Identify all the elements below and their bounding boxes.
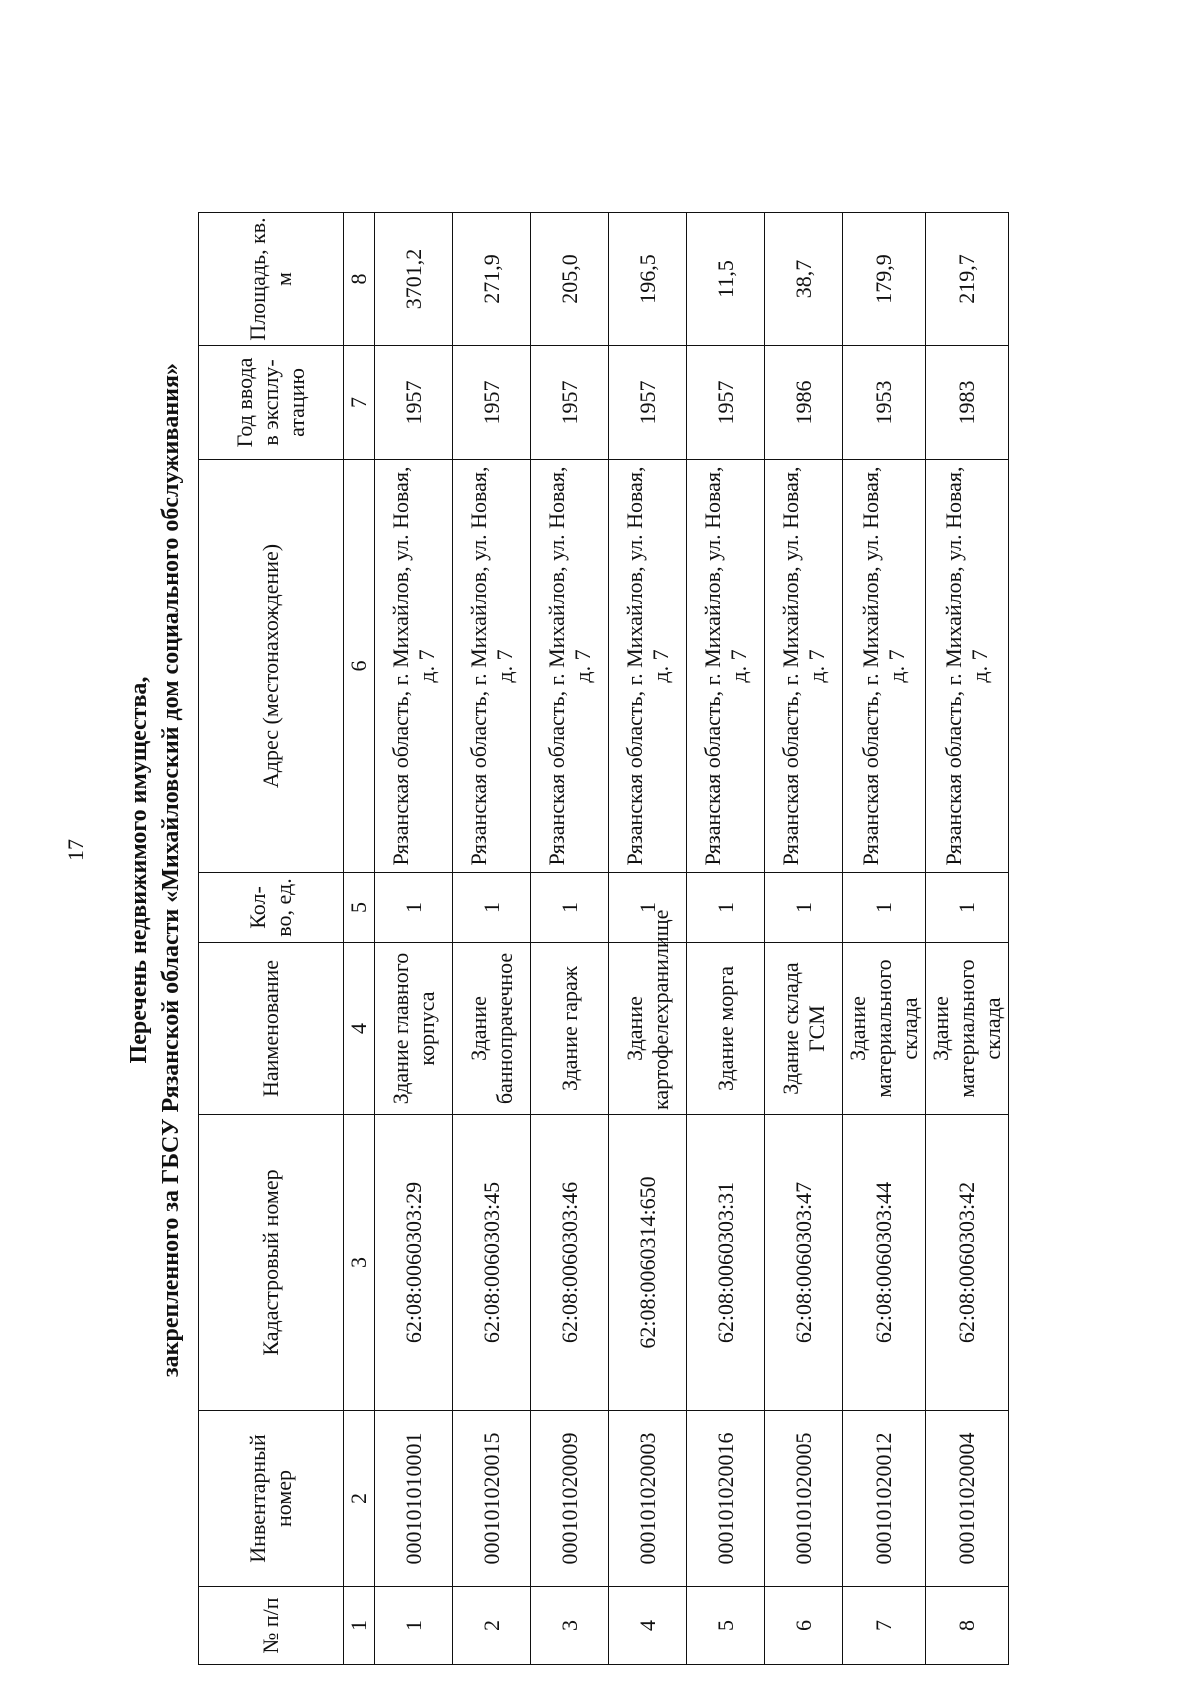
table-row: [926, 213, 1009, 1665]
name-cell: Здание картофелехранилище: [609, 943, 687, 1115]
column-number-cell: 3: [344, 1115, 375, 1411]
column-number-row: [344, 213, 375, 1665]
year-cell: 1957: [687, 346, 765, 460]
quantity-cell: 1: [843, 873, 926, 943]
table-row: [609, 213, 687, 1665]
cadastral-number-cell: 62:08:0060303:47: [765, 1115, 843, 1411]
area-cell: 205,0: [531, 213, 609, 346]
inventory-number-cell: 000101020009: [531, 1411, 609, 1587]
header-cell: Кол-во, ед.: [199, 873, 344, 943]
inventory-number-cell: 000101020016: [687, 1411, 765, 1587]
inventory-number-cell: 000101020004: [926, 1411, 1009, 1587]
year-cell: 1957: [531, 346, 609, 460]
column-number-cell: 1: [344, 1587, 375, 1665]
cadastral-number-cell: 62:08:0060303:44: [843, 1115, 926, 1411]
year-cell: 1957: [609, 346, 687, 460]
quantity-cell: 1: [609, 873, 687, 943]
area-cell: 38,7: [765, 213, 843, 346]
area-cell: 271,9: [453, 213, 531, 346]
cadastral-number-cell: 62:08:0060303:29: [375, 1115, 453, 1411]
address-cell: Рязанская область, г. Михайлов, ул. Новая, д. 7: [531, 460, 609, 873]
cadastral-number-cell: 62:08:0060303:46: [531, 1115, 609, 1411]
row-number-cell: 3: [531, 1587, 609, 1665]
address-cell: Рязанская область, г. Михайлов, ул. Новая, д. 7: [453, 460, 531, 873]
address-cell: Рязанская область, г. Михайлов, ул. Новая, д. 7: [375, 460, 453, 873]
row-number-cell: 5: [687, 1587, 765, 1665]
row-number-cell: 8: [926, 1587, 1009, 1665]
property-table: [198, 212, 1009, 1665]
column-number-cell: 5: [344, 873, 375, 943]
name-cell: Здание гараж: [531, 943, 609, 1115]
row-number-cell: 2: [453, 1587, 531, 1665]
header-cell: Инвентарный номер: [199, 1411, 344, 1587]
column-number-cell: 7: [344, 346, 375, 460]
year-cell: 1983: [926, 346, 1009, 460]
quantity-cell: 1: [375, 873, 453, 943]
year-cell: 1986: [765, 346, 843, 460]
header-cell: Год ввода в эксплу-атацию: [199, 346, 344, 460]
row-number-cell: 1: [375, 1587, 453, 1665]
table-row: [531, 213, 609, 1665]
quantity-cell: 1: [453, 873, 531, 943]
year-cell: 1957: [453, 346, 531, 460]
quantity-cell: 1: [926, 873, 1009, 943]
inventory-number-cell: 000101020012: [843, 1411, 926, 1587]
cadastral-number-cell: 62:08:0060303:45: [453, 1115, 531, 1411]
address-cell: Рязанская область, г. Михайлов, ул. Новая, д. 7: [843, 460, 926, 873]
table-row: [453, 213, 531, 1665]
table-row: [687, 213, 765, 1665]
name-cell: Здание морга: [687, 943, 765, 1115]
address-cell: Рязанская область, г. Михайлов, ул. Новая, д. 7: [926, 460, 1009, 873]
name-cell: Здание баннопрачечное: [453, 943, 531, 1115]
row-number-cell: 7: [843, 1587, 926, 1665]
name-cell: Здание главного корпуса: [375, 943, 453, 1115]
document-title-line-2: закрепленного за ГБСУ Рязанской области «Михайловский дом социального обслуживания»: [158, 363, 184, 1377]
row-number-cell: 4: [609, 1587, 687, 1665]
page-number: 17: [63, 839, 88, 861]
column-number-cell: 4: [344, 943, 375, 1115]
table-row: [375, 213, 453, 1665]
cadastral-number-cell: 62:08:0060303:42: [926, 1115, 1009, 1411]
address-cell: Рязанская область, г. Михайлов, ул. Новая, д. 7: [609, 460, 687, 873]
area-cell: 11,5: [687, 213, 765, 346]
area-cell: 196,5: [609, 213, 687, 346]
cadastral-number-cell: 62:08:0060303:31: [687, 1115, 765, 1411]
header-cell: Наименование: [199, 943, 344, 1115]
row-number-cell: 6: [765, 1587, 843, 1665]
cadastral-number-cell: 62:08:0060314:650: [609, 1115, 687, 1411]
inventory-number-cell: 000101020005: [765, 1411, 843, 1587]
area-cell: 3701,2: [375, 213, 453, 346]
document-title-line-1: Перечень недвижимого имущества,: [126, 676, 152, 1064]
column-number-cell: 8: [344, 213, 375, 346]
quantity-cell: 1: [531, 873, 609, 943]
year-cell: 1957: [375, 346, 453, 460]
name-cell: Здание материального склада: [843, 943, 926, 1115]
address-cell: Рязанская область, г. Михайлов, ул. Новая, д. 7: [687, 460, 765, 873]
area-cell: 179,9: [843, 213, 926, 346]
column-number-cell: 2: [344, 1411, 375, 1587]
header-cell: Площадь, кв. м: [199, 213, 344, 346]
rotated-page-content: [116, 65, 1176, 1675]
inventory-number-cell: 000101020003: [609, 1411, 687, 1587]
year-cell: 1953: [843, 346, 926, 460]
header-cell: Адрес (местонахождение): [199, 460, 344, 873]
area-cell: 219,7: [926, 213, 1009, 346]
header-cell: № п/п: [199, 1587, 344, 1665]
inventory-number-cell: 000101020015: [453, 1411, 531, 1587]
header-row: [199, 213, 344, 1665]
address-cell: Рязанская область, г. Михайлов, ул. Новая, д. 7: [765, 460, 843, 873]
quantity-cell: 1: [765, 873, 843, 943]
inventory-number-cell: 000101010001: [375, 1411, 453, 1587]
table-row: [843, 213, 926, 1665]
table-row: [765, 213, 843, 1665]
name-cell: Здание склада ГСМ: [765, 943, 843, 1115]
header-cell: Кадастровый номер: [199, 1115, 344, 1411]
name-cell: Здание материального склада: [926, 943, 1009, 1115]
quantity-cell: 1: [687, 873, 765, 943]
column-number-cell: 6: [344, 460, 375, 873]
